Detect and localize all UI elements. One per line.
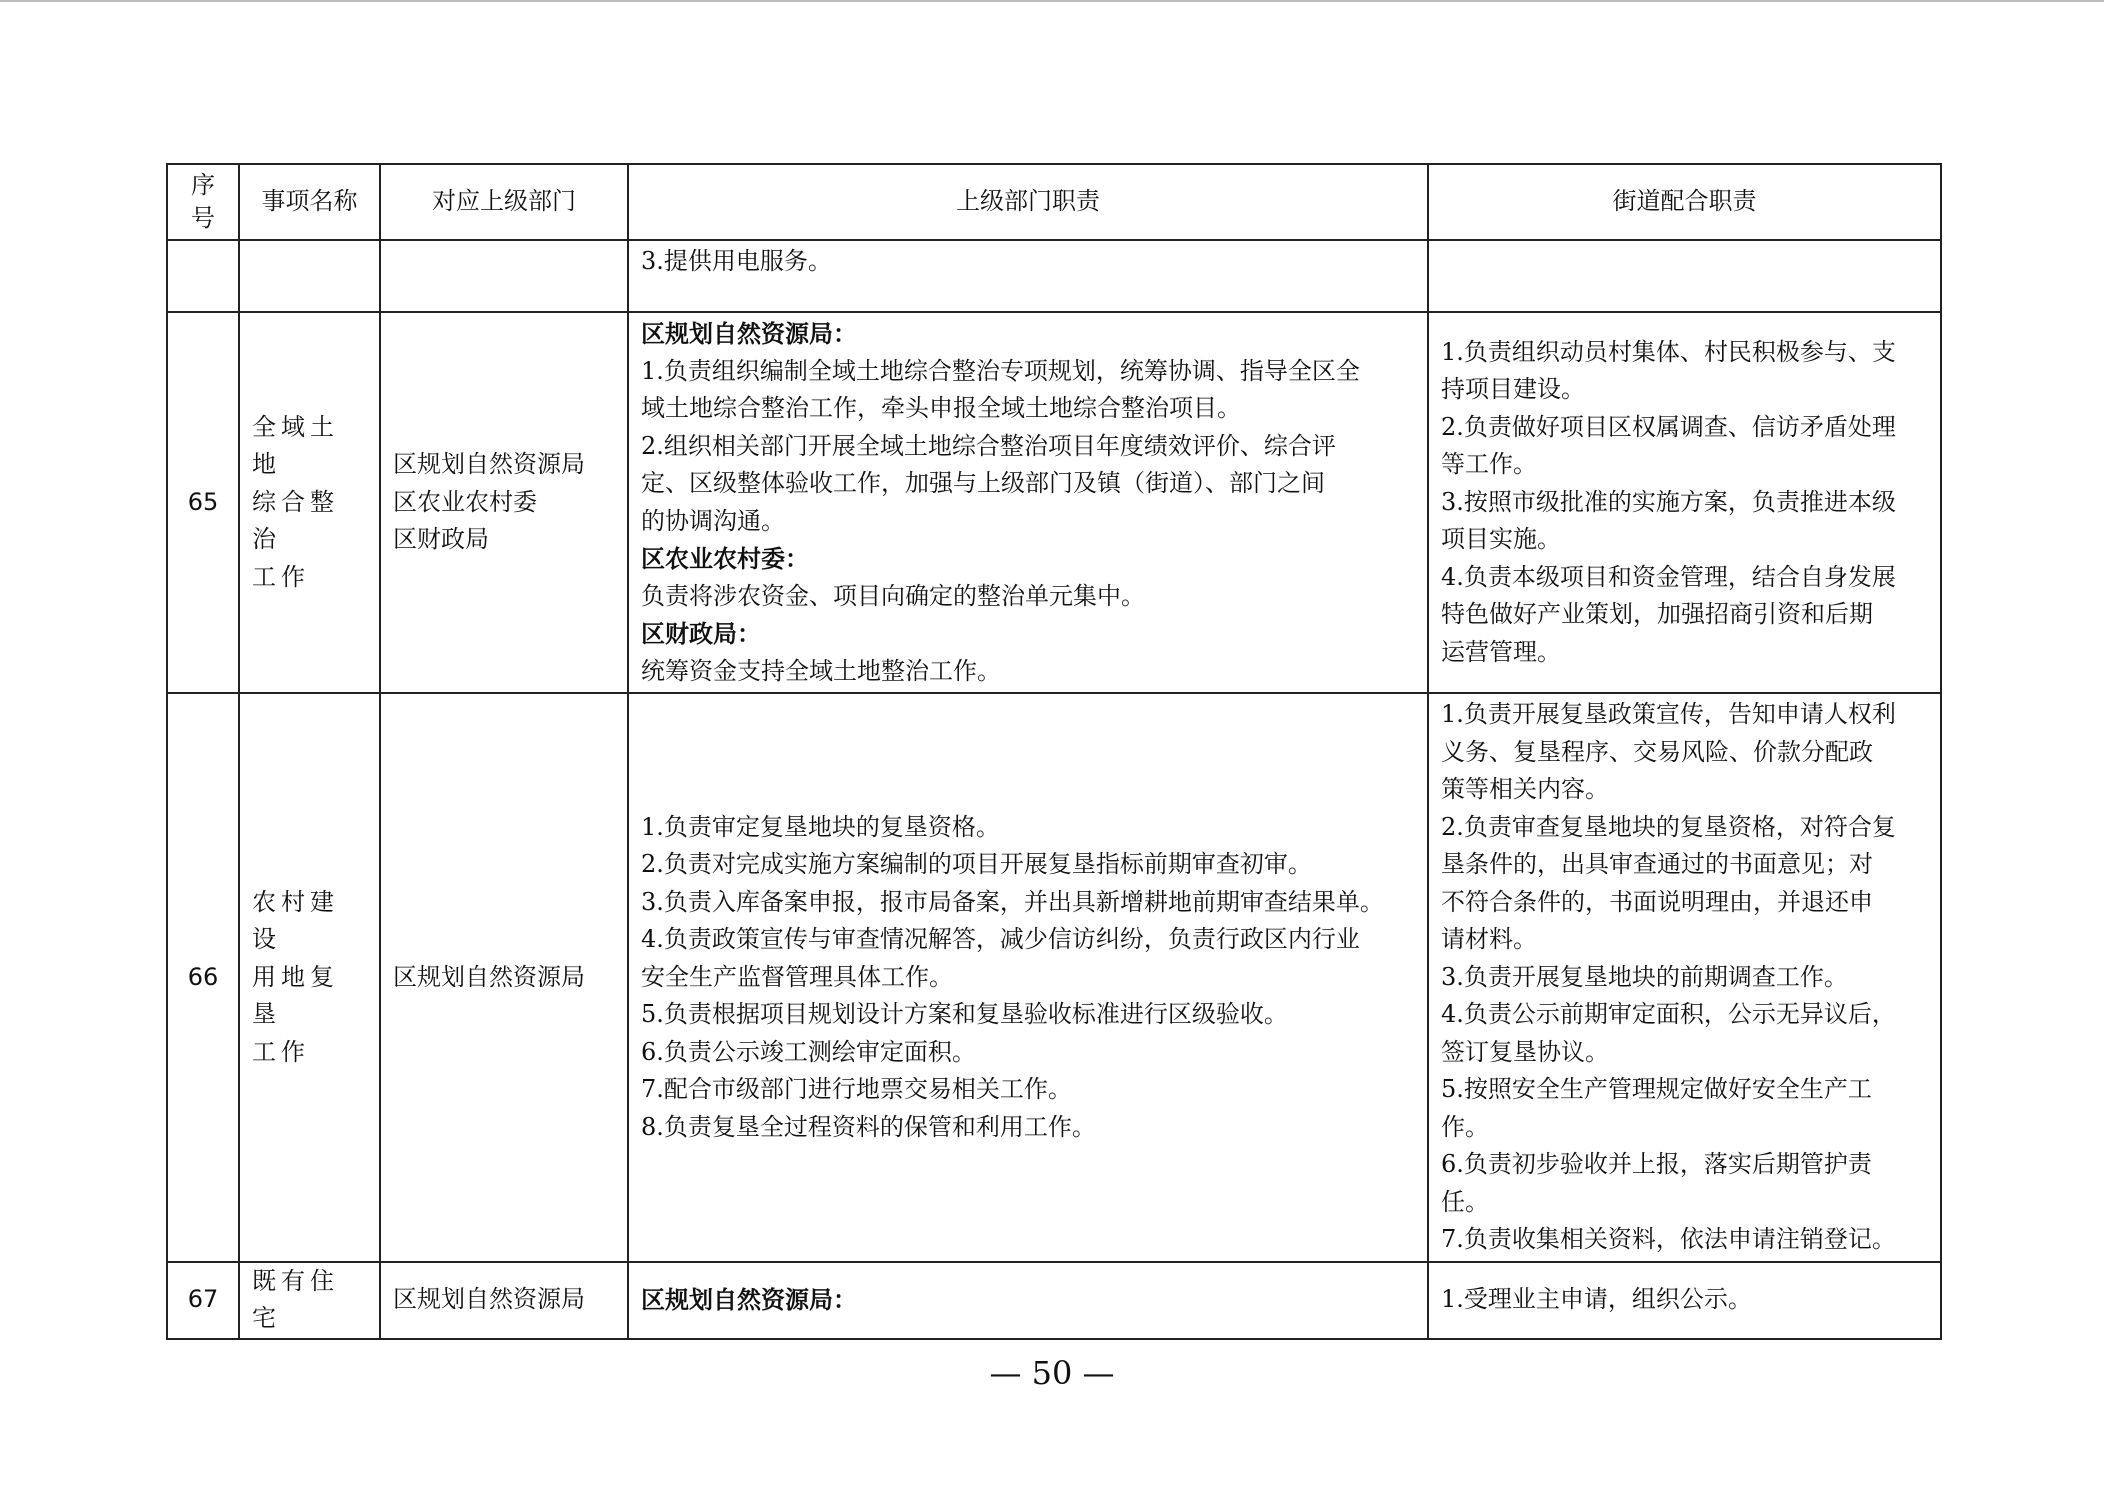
street-duty-line: 义务、复垦程序、交易风险、价款分配政 (1441, 737, 1873, 766)
item-name-line: 工作 (252, 562, 310, 591)
street-duty-line: 1.受理业主申请，组织公示。 (1441, 1285, 1752, 1314)
duty-line: 的协调沟通。 (641, 506, 785, 535)
row-item-name (239, 1262, 380, 1339)
item-name-line: 全域土地 (252, 412, 339, 479)
item-name-line: 综合整治 (252, 487, 339, 554)
street-duty-line: 4.负责本级项目和资金管理，结合自身发展 (1441, 562, 1896, 591)
duty-heading: 区财政局： (641, 619, 761, 648)
row-street-duty (1428, 240, 1941, 312)
dept-line: 区规划自然资源局 (393, 962, 585, 991)
item-name-line: 工作 (252, 1037, 310, 1066)
row-upper-dept (380, 312, 628, 693)
street-duty-line: 2.负责审查复垦地块的复垦资格，对符合复 (1441, 812, 1896, 841)
row-upper-dept (380, 240, 628, 312)
header-upper-duty: 上级部门职责 (628, 164, 1428, 240)
street-duty-line: 特色做好产业策划，加强招商引资和后期 (1441, 600, 1873, 629)
street-duty-line: 2.负责做好项目区权属调查、信访矛盾处理 (1441, 412, 1896, 441)
street-duty-line: 3.按照市级批准的实施方案，负责推进本级 (1441, 487, 1896, 516)
street-duty-line: 等工作。 (1441, 450, 1537, 479)
duty-line: 4.负责政策宣传与审查情况解答，减少信访纠纷，负责行政区内行业 (641, 925, 1360, 953)
street-duty-line: 1.负责开展复垦政策宣传，告知申请人权利 (1441, 700, 1896, 728)
table-row (167, 312, 1941, 693)
header-upper-dept: 对应上级部门 (380, 164, 628, 240)
dept-line: 区规划自然资源局 (393, 450, 585, 479)
street-duty-line: 不符合条件的，书面说明理由，并退还申 (1441, 887, 1873, 916)
row-street-duty (1428, 312, 1941, 693)
street-duty-line: 运营管理。 (1441, 637, 1561, 666)
row-upper-duty (628, 312, 1428, 693)
street-duty-line: 持项目建设。 (1441, 375, 1585, 404)
row-item-name (239, 693, 380, 1262)
street-duty-line: 6.负责初步验收并上报，落实后期管护责 (1441, 1150, 1872, 1178)
duty-line: 5.负责根据项目规划设计方案和复垦验收标准进行区级验收。 (641, 1000, 1288, 1028)
duty-heading: 区农业农村委： (641, 544, 809, 573)
street-duty-line: 垦条件的，出具审查通过的书面意见；对 (1441, 850, 1873, 878)
duty-line: 域土地综合整治工作，牵头申报全域土地综合整治项目。 (641, 394, 1241, 422)
row-upper-duty (628, 240, 1428, 312)
row-upper-dept (380, 693, 628, 1262)
street-duty-line: 策等相关内容。 (1441, 775, 1609, 803)
duty-line: 1.负责组织编制全域土地综合整治专项规划，统筹协调、指导全区全 (641, 356, 1360, 385)
table-row (167, 693, 1941, 1262)
street-duty-line: 3.负责开展复垦地块的前期调查工作。 (1441, 962, 1848, 991)
page-top-rule (0, 0, 2104, 2)
dept-line: 区规划自然资源局 (393, 1285, 585, 1314)
row-item-name (239, 240, 380, 312)
duty-line: 统筹资金支持全域土地整治工作。 (641, 656, 1001, 685)
duty-line: 2.负责对完成实施方案编制的项目开展复垦指标前期审查初审。 (641, 850, 1312, 878)
table-row (167, 1262, 1941, 1339)
duty-line: 定、区级整体验收工作，加强与上级部门及镇（街道）、部门之间 (641, 469, 1325, 497)
row-upper-duty (628, 1262, 1428, 1339)
duty-line: 3.提供用电服务。 (641, 247, 832, 275)
duty-line: 6.负责公示竣工测绘审定面积。 (641, 1037, 976, 1066)
duty-line: 3.负责入库备案申报，报市局备案，并出具新增耕地前期审查结果单。 (641, 887, 1384, 916)
item-name-line: 既有住宅 (252, 1266, 339, 1332)
row-street-duty (1428, 693, 1941, 1262)
header-seq-label: 序号 (191, 171, 215, 232)
row-upper-duty (628, 693, 1428, 1262)
page-number: — 50 — (989, 1354, 1115, 1392)
row-seq: 65 (167, 312, 239, 693)
row-street-duty (1428, 1262, 1941, 1339)
dept-line: 区财政局 (393, 525, 489, 554)
duty-line: 8.负责复垦全过程资料的保管和利用工作。 (641, 1112, 1096, 1141)
street-duty-line: 请材料。 (1441, 925, 1537, 953)
street-duty-line: 4.负责公示前期审定面积，公示无异议后， (1441, 1000, 1896, 1028)
street-duty-line: 任。 (1441, 1187, 1489, 1216)
item-name-line: 用地复垦 (252, 962, 339, 1028)
street-duty-line: 签订复垦协议。 (1441, 1037, 1609, 1066)
row-item-name (239, 312, 380, 693)
row-seq: 66 (167, 693, 239, 1262)
row-seq (167, 240, 239, 312)
duty-table (166, 163, 1942, 1340)
street-duty-line: 项目实施。 (1441, 525, 1561, 554)
duty-line: 负责将涉农资金、项目向确定的整治单元集中。 (641, 581, 1145, 610)
street-duty-line: 1.负责组织动员村集体、村民积极参与、支 (1441, 337, 1896, 366)
row-seq: 67 (167, 1262, 239, 1339)
duty-line: 2.组织相关部门开展全域土地综合整治项目年度绩效评价、综合评 (641, 431, 1336, 460)
street-duty-line: 作。 (1441, 1112, 1489, 1141)
header-item-name: 事项名称 (239, 164, 380, 240)
duty-heading: 区规划自然资源局： (641, 1285, 857, 1315)
dept-line: 区农业农村委 (393, 487, 537, 516)
duty-line: 7.配合市级部门进行地票交易相关工作。 (641, 1075, 1072, 1103)
duty-line: 1.负责审定复垦地块的复垦资格。 (641, 812, 1000, 841)
header-seq (167, 164, 239, 240)
street-duty-line: 5.按照安全生产管理规定做好安全生产工 (1441, 1075, 1872, 1103)
row-upper-dept (380, 1262, 628, 1339)
table-header-row (167, 164, 1941, 240)
item-name-line: 农村建设 (252, 887, 339, 953)
duty-heading: 区规划自然资源局： (641, 319, 857, 348)
header-street-duty: 街道配合职责 (1428, 164, 1941, 240)
table-row (167, 240, 1941, 312)
street-duty-line: 7.负责收集相关资料，依法申请注销登记。 (1441, 1225, 1896, 1253)
duty-line: 安全生产监督管理具体工作。 (641, 962, 953, 991)
